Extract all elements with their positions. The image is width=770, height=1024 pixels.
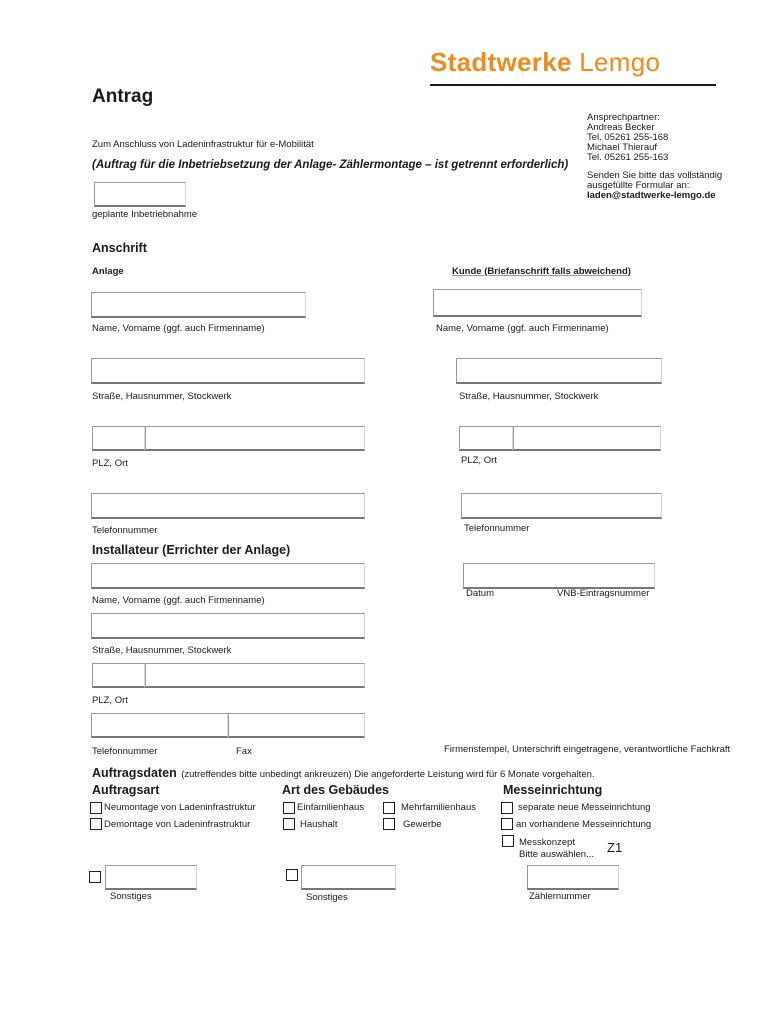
installateur-phone-field[interactable] (91, 713, 228, 738)
kunde-street-label: Straße, Hausnummer, Stockwerk (459, 391, 599, 402)
gebaeude-sonstiges-field[interactable] (301, 865, 396, 890)
einfamilienhaus-checkbox[interactable] (283, 802, 295, 814)
kunde-street-field[interactable] (456, 358, 662, 384)
contact-send-2: ausgefüllte Formular an: (587, 180, 690, 191)
vorhandene-messeinrichtung-label: an vorhandene Messeinrichtung (516, 819, 652, 830)
auftragsart-sonstiges-field[interactable] (105, 865, 197, 890)
haushalt-label: Haushalt (300, 819, 338, 830)
demontage-checkbox[interactable] (90, 818, 102, 830)
neumontage-label: Neumontage von Ladeninfrastruktur (104, 802, 256, 813)
anlage-phone-label: Telefonnummer (92, 525, 158, 536)
installateur-ort-field[interactable] (145, 663, 365, 688)
form-subtitle: Zum Anschluss von Ladeninfrastruktur für e-Mobilität (92, 139, 314, 150)
gewerbe-checkbox[interactable] (383, 818, 395, 830)
installateur-fax-label: Fax (236, 746, 252, 757)
zaehlernummer-label: Zählernummer (529, 891, 591, 902)
installateur-name-field[interactable] (91, 563, 365, 589)
installateur-phone-label: Telefonnummer (92, 746, 158, 757)
messeinrichtung-heading: Messeinrichtung (503, 783, 603, 797)
separate-messeinrichtung-label: separate neue Messeinrichtung (518, 802, 651, 813)
demontage-label: Demontage von Ladeninfrastruktur (104, 819, 251, 830)
messkonzept-select[interactable]: Bitte auswählen... (519, 849, 594, 860)
logo-text-bold: Stadtwerke (430, 47, 572, 77)
anlage-plz-label: PLZ, Ort (92, 458, 128, 469)
separate-messeinrichtung-checkbox[interactable] (501, 802, 513, 814)
gebaeude-sonstiges-label: Sonstiges (306, 892, 348, 903)
anschrift-heading: Anschrift (92, 241, 147, 255)
anlage-plz-field[interactable] (92, 426, 145, 451)
company-logo (430, 47, 660, 78)
einfamilienhaus-label: Einfamilienhaus (297, 802, 365, 813)
anlage-street-label: Straße, Hausnummer, Stockwerk (92, 391, 232, 402)
datum-label: Datum (466, 588, 494, 599)
inbetriebnahme-label: geplante Inbetriebnahme (92, 209, 198, 220)
vorhandene-messeinrichtung-checkbox[interactable] (501, 818, 513, 830)
contact-tel-1: Tel. 05261 255-168 (587, 132, 669, 143)
kunde-phone-field[interactable] (461, 493, 662, 519)
contact-tel-2: Tel. 05261 255-163 (587, 152, 669, 163)
stamp-label: Firmenstempel, Unterschrift eingetragene, verantwortliche Fachkraft (444, 744, 731, 755)
anlage-name-field[interactable] (91, 292, 306, 318)
installateur-heading: Installateur (Errichter der Anlage) (92, 543, 291, 557)
haushalt-checkbox[interactable] (283, 818, 295, 830)
kunde-phone-label: Telefonnummer (464, 523, 530, 534)
kunde-plz-label: PLZ, Ort (461, 455, 497, 466)
contact-block (587, 113, 722, 201)
gewerbe-label: Gewerbe (403, 819, 442, 830)
auftragsdaten-note: (zutreffendes bitte unbedingt ankreuzen) Die angeforderte Leistung wird für 6 Monate vorgehalten. (181, 769, 595, 780)
contact-label: Ansprechpartner: (587, 112, 660, 123)
form-note: (Auftrag für die Inbetriebsetzung der Anlage- Zählermontage – ist getrennt erforderlich) (92, 159, 569, 171)
logo-text-light: Lemgo (579, 47, 661, 77)
auftragsdaten-row (92, 764, 595, 782)
auftragsart-sonstiges-checkbox[interactable] (89, 871, 101, 883)
installateur-name-label: Name, Vorname (ggf. auch Firmenname) (92, 595, 265, 606)
contact-email: laden@stadtwerke-lemgo.de (587, 190, 716, 201)
anlage-street-field[interactable] (91, 358, 365, 384)
installateur-plz-label: PLZ, Ort (92, 695, 128, 706)
anlage-phone-field[interactable] (91, 493, 365, 519)
anlage-name-label: Name, Vorname (ggf. auch Firmenname) (92, 323, 265, 334)
kunde-label: Kunde (Briefanschrift falls abweichend) (452, 266, 631, 277)
contact-send-1: Senden Sie bitte das vollständig (587, 170, 723, 181)
neumontage-checkbox[interactable] (90, 802, 102, 814)
kunde-name-field[interactable] (433, 289, 642, 317)
auftragsart-heading: Auftragsart (92, 783, 160, 797)
kunde-name-label: Name, Vorname (ggf. auch Firmenname) (436, 323, 609, 334)
page-title: Antrag (92, 86, 154, 107)
installateur-street-field[interactable] (91, 613, 365, 639)
contact-name-1: Andreas Becker (587, 122, 655, 133)
anlage-label: Anlage (92, 266, 124, 277)
gebaeude-sonstiges-checkbox[interactable] (286, 869, 298, 881)
installateur-plz-field[interactable] (92, 663, 145, 688)
kunde-ort-field[interactable] (513, 426, 661, 451)
auftragsart-sonstiges-label: Sonstiges (110, 891, 152, 902)
logo-underline (430, 84, 716, 86)
contact-name-2: Michael Thierauf (587, 142, 658, 153)
mehrfamilienhaus-label: Mehrfamilienhaus (401, 802, 476, 813)
gebaeude-heading: Art des Gebäudes (282, 783, 389, 797)
installateur-fax-field[interactable] (228, 713, 365, 738)
messkonzept-label: Messkonzept (519, 837, 575, 848)
messkonzept-checkbox[interactable] (502, 835, 514, 847)
auftragsdaten-heading: Auftragsdaten (92, 766, 177, 780)
kunde-plz-field[interactable] (459, 426, 513, 451)
inbetriebnahme-field[interactable] (94, 182, 186, 207)
zaehlernummer-field[interactable] (527, 865, 619, 890)
anlage-ort-field[interactable] (145, 426, 365, 451)
vnb-label: VNB-Eintragsnummer (557, 588, 650, 599)
datum-vnb-field[interactable] (463, 563, 655, 589)
mehrfamilienhaus-checkbox[interactable] (383, 802, 395, 814)
messkonzept-z1: Z1 (607, 840, 623, 855)
installateur-street-label: Straße, Hausnummer, Stockwerk (92, 645, 232, 656)
